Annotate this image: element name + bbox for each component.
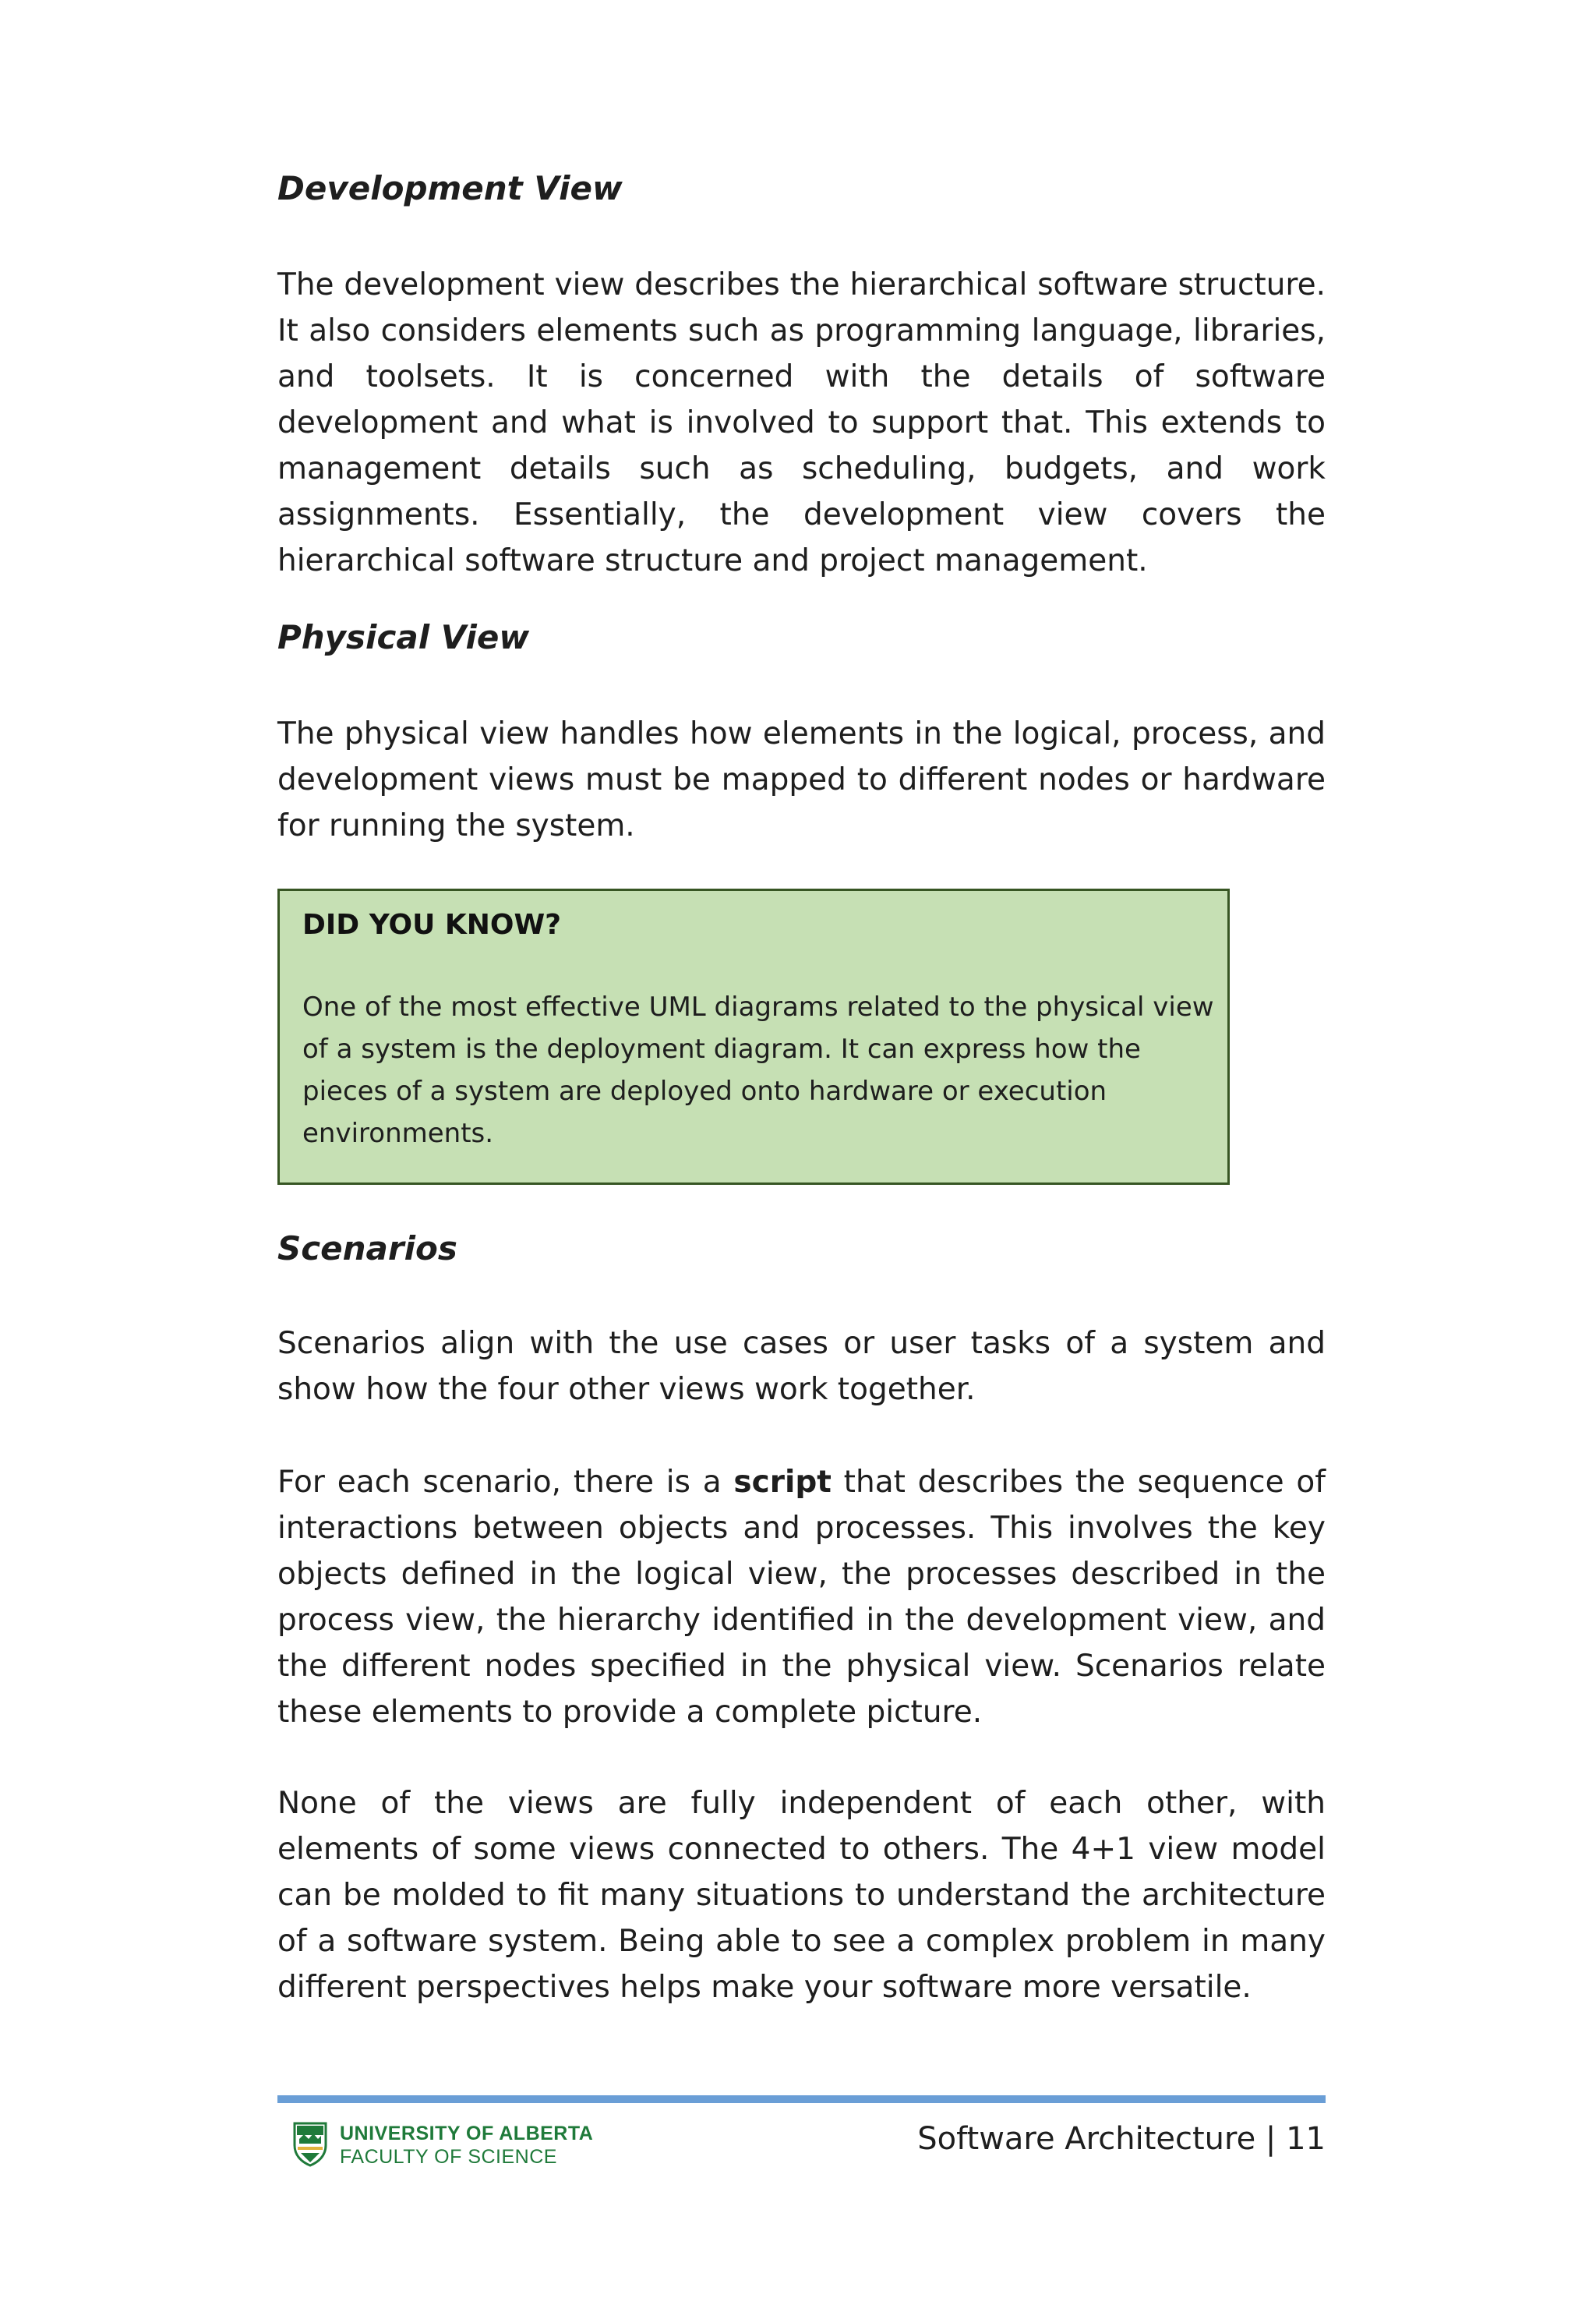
script-intro-text: For each scenario, there is a [277,1465,734,1500]
callout-body: One of the most effective UML diagrams related to the physical view of a system is the deployment diagram. It can express how the pieces of a system are deployed onto hardware or execution environments. [302,992,1214,1149]
university-crest-icon [293,2122,327,2167]
university-name: UNIVERSITY OF ALBERTA [340,2123,594,2144]
faculty-wordmark [340,2122,593,2169]
script-description-text: that describes the sequence of interactions between objects and processes. This involves the key objects defined in the logical view, the processes described in the process view, the hierarchy identified in the development view, and the different nodes specified in the physical view. Scenarios relate these elements to provide a complete picture. [277,1465,1326,1730]
physical-view-heading: Physical View [277,618,530,656]
development-view-paragraph: The development view describes the hierarchical software structure. It also considers elements such as programming language, libraries, and toolsets. It is concerned with the details of software development and what is involved to support that. This extends to management details such as scheduling, budgets, and work assignments. Essentially, the development view covers the hierarchical software structure and project management. [277,267,1326,578]
footer-divider [277,2095,1326,2103]
scenarios-paragraph-3: None of the views are fully independent of each other, with elements of some views connected to others. The 4+1 view model can be molded to fit many situations to understand the architecture of a software system. Being able to see a complex problem in many different perspectives helps make your software more versatile. [277,1786,1326,2005]
scenarios-paragraph-2 [277,1459,1326,1735]
development-view-heading: Development View [277,169,623,207]
callout-title: DID YOU KNOW? [302,909,562,941]
page-number-label: Software Architecture | 11 [917,2121,1326,2157]
scenarios-heading: Scenarios [277,1229,457,1267]
faculty-name: FACULTY OF SCIENCE [340,2146,557,2168]
scenarios-paragraph-1: Scenarios align with the use cases or user tasks of a system and show how the four other views work together. [277,1326,1326,1407]
physical-view-paragraph: The physical view handles how elements in the logical, process, and development views must be mapped to different nodes or hardware for running the system. [277,716,1326,843]
did-you-know-callout [277,889,1230,1185]
script-bold-term: script [733,1465,832,1500]
